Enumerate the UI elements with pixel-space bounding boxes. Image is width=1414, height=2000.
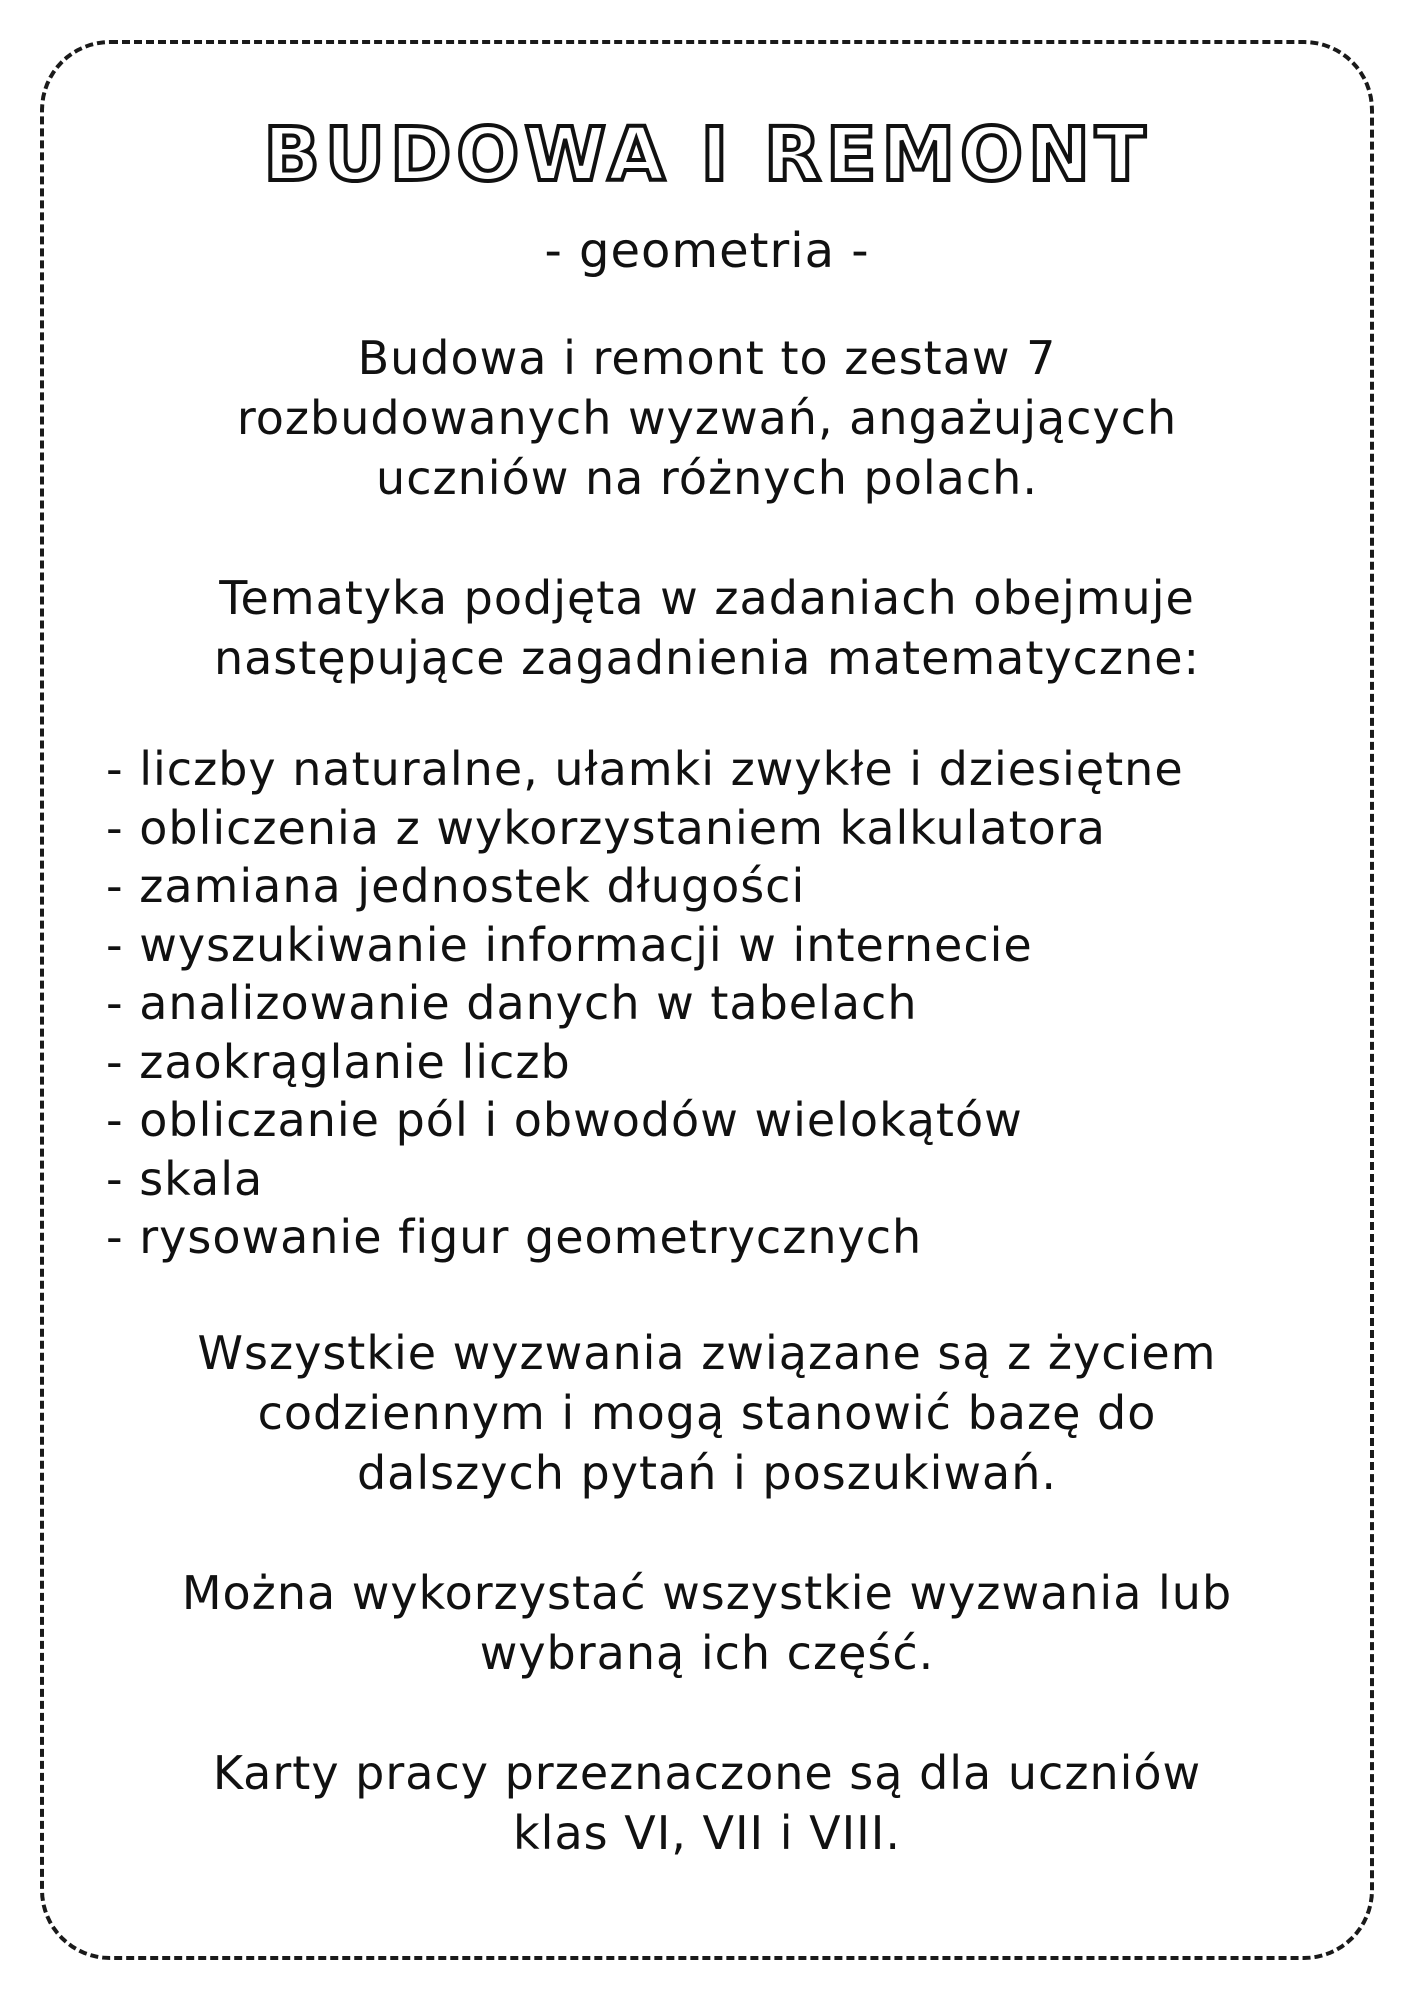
topics-intro-line: następujące zagadnienia matematyczne: bbox=[213, 631, 1201, 685]
usage-paragraph bbox=[80, 1563, 1334, 1683]
audience-paragraph bbox=[80, 1743, 1334, 1863]
intro-paragraph bbox=[80, 328, 1334, 508]
usage-line: Można wykorzystać wszystkie wyzwania lub bbox=[181, 1566, 1233, 1620]
topic-item: - zamiana jednostek długości bbox=[106, 859, 806, 913]
page-content bbox=[40, 40, 1374, 1960]
intro-line: uczniów na różnych polach. bbox=[376, 451, 1038, 505]
topic-item: - obliczenia z wykorzystaniem kalkulatora bbox=[106, 800, 1106, 855]
topic-item: - analizowanie danych w tabelach bbox=[106, 976, 918, 1030]
topics-intro-paragraph bbox=[80, 568, 1334, 688]
topic-item: - zaokrąglanie liczb bbox=[106, 1034, 571, 1089]
topic-item: - wyszukiwanie informacji w internecie bbox=[106, 917, 1033, 972]
topic-item: - rysowanie figur geometrycznych bbox=[106, 1210, 923, 1264]
topics-intro-line: Tematyka podjęta w zadaniach obejmuje bbox=[219, 571, 1195, 625]
topics-list bbox=[106, 740, 1184, 1267]
everyday-line: codziennym i mogą stanowić bazę do bbox=[257, 1386, 1157, 1440]
topic-item: - liczby naturalne, ułamki zwykłe i dziesiętne bbox=[106, 742, 1184, 796]
everyday-line: Wszystkie wyzwania związane są z życiem bbox=[197, 1326, 1217, 1380]
topic-item: - skala bbox=[106, 1151, 264, 1206]
everyday-paragraph bbox=[80, 1323, 1334, 1503]
page-title: BUDOWA I REMONT bbox=[263, 112, 1151, 198]
everyday-line: dalszych pytań i poszukiwań. bbox=[356, 1446, 1057, 1500]
usage-line: wybraną ich część. bbox=[479, 1626, 935, 1680]
intro-line: Budowa i remont to zestaw 7 bbox=[357, 331, 1057, 385]
audience-line: klas VI, VII i VIII. bbox=[513, 1806, 901, 1860]
topic-item: - obliczanie pól i obwodów wielokątów bbox=[106, 1093, 1023, 1147]
page-subtitle: - geometria - bbox=[544, 223, 870, 279]
intro-line: rozbudowanych wyzwań, angażujących bbox=[236, 391, 1178, 445]
audience-line: Karty pracy przeznaczone są dla uczniów bbox=[212, 1746, 1202, 1800]
